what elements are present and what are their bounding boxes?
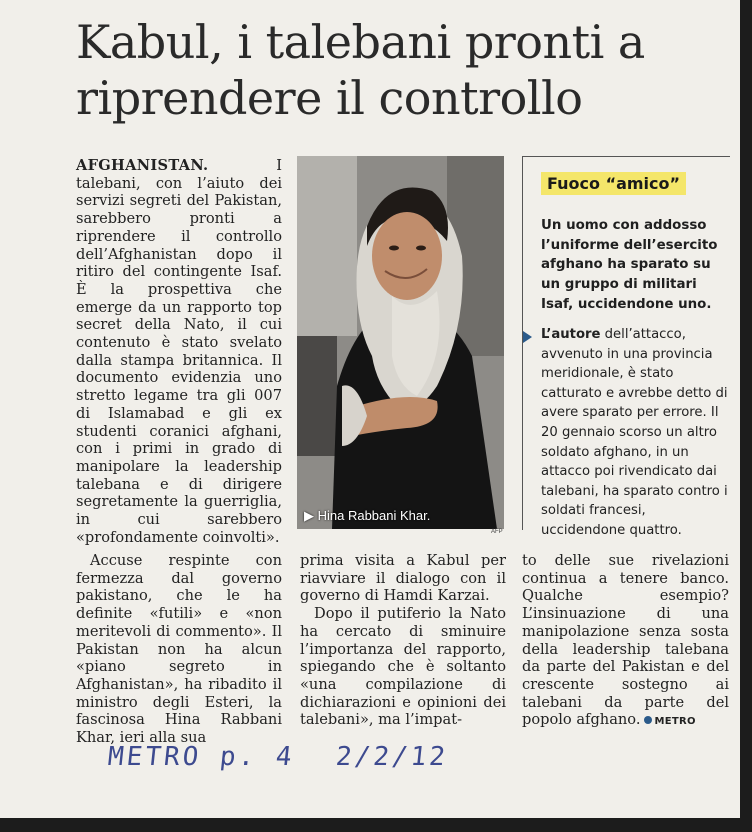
sidebar-rule-top — [522, 156, 730, 157]
headline: Kabul, i talebani pronti a riprendere il controllo — [76, 15, 645, 125]
portrait-photo — [297, 156, 504, 529]
article-signature: METRO — [640, 716, 695, 727]
article-paragraph-1: I talebani, con l’aiuto dei servizi segreti del Pakistan, sarebbero pronti a riprendere il controllo dell’Afghanistan dopo il ritiro del contingente Isaf. È la prospettiva che emerge da un rapporto top secret della Nato, il cui contenuto è stato svelato dalla stampa britannica. Il documento evidenzia uno stretto legame tra gli 007 di Islamabad e gli ex studenti coranici afghani, con i primi in grado di manipolare la leadership talebana e di dirigere segretamente la guerriglia, in cui sarebbero «profondamente coinvolti». — [76, 157, 282, 546]
photo-caption: ▶ Hina Rabbani Khar. — [304, 508, 431, 523]
article-paragraph-2: Accuse respinte con fermezza dal governo pakistano, che le ha definite «futili» e «non meritevoli di commento». Il Pakistan non ha alcun «piano segreto in Afghanistan», ha ribadito il ministro degli Esteri, la fascinosa Hina Rabbani Khar, ieri alla sua — [76, 552, 282, 747]
kicker: AFGHANISTAN. — [76, 157, 209, 174]
article-column-1 — [76, 157, 282, 546]
article-column-2 — [300, 552, 506, 729]
article-paragraph-4: Dopo il putiferio la Nato ha cercato di sminuire l’importanza del rapporto, spiegando che è soltanto «una compilazione di dichiarazioni e opinioni dei talebani», ma l’impat- — [300, 605, 506, 729]
article-column-3 — [522, 552, 729, 731]
sidebar-body: L’autore dell’attacco, avvenuto in una provincia meridionale, è stato catturato e avrebbe detto di avere sparato per errore. Il 20 gennaio scorso un altro soldato afghano, in un attacco poi rivendicato dai talebani, ha sparato contro i soldati francesi, uccidendone quattro. — [541, 327, 728, 538]
portrait-illustration — [297, 156, 504, 529]
bullet-icon — [644, 716, 652, 724]
photo-credit: AFP — [491, 529, 503, 535]
sidebar-lead: Un uomo con addosso l’uniforme dell’esercito afghano ha sparato su un gruppo di militari Isaf, uccidendone uno. — [541, 218, 718, 312]
sidebar-title: Fuoco “amico” — [541, 172, 686, 195]
arrow-marker-icon — [523, 331, 532, 343]
handwritten-source-note: METRO p. 4 — [106, 742, 297, 772]
article-column-1-bottom — [76, 552, 282, 747]
sidebar-rule-left — [522, 156, 523, 530]
article-paragraph-3: prima visita a Kabul per riavviare il dialogo con il governo di Hamdi Karzai. — [300, 552, 506, 605]
article-paragraph-5: to delle sue rivelazioni continua a tenere banco. Qualche esempio? L’insinuazione di una manipolazione senza sosta della leadership talebana da parte del Pakistan e del crescente sostegno ai talebani da parte del popolo afghano. — [522, 552, 729, 729]
handwritten-date-note: 2/2/12 — [334, 742, 450, 772]
